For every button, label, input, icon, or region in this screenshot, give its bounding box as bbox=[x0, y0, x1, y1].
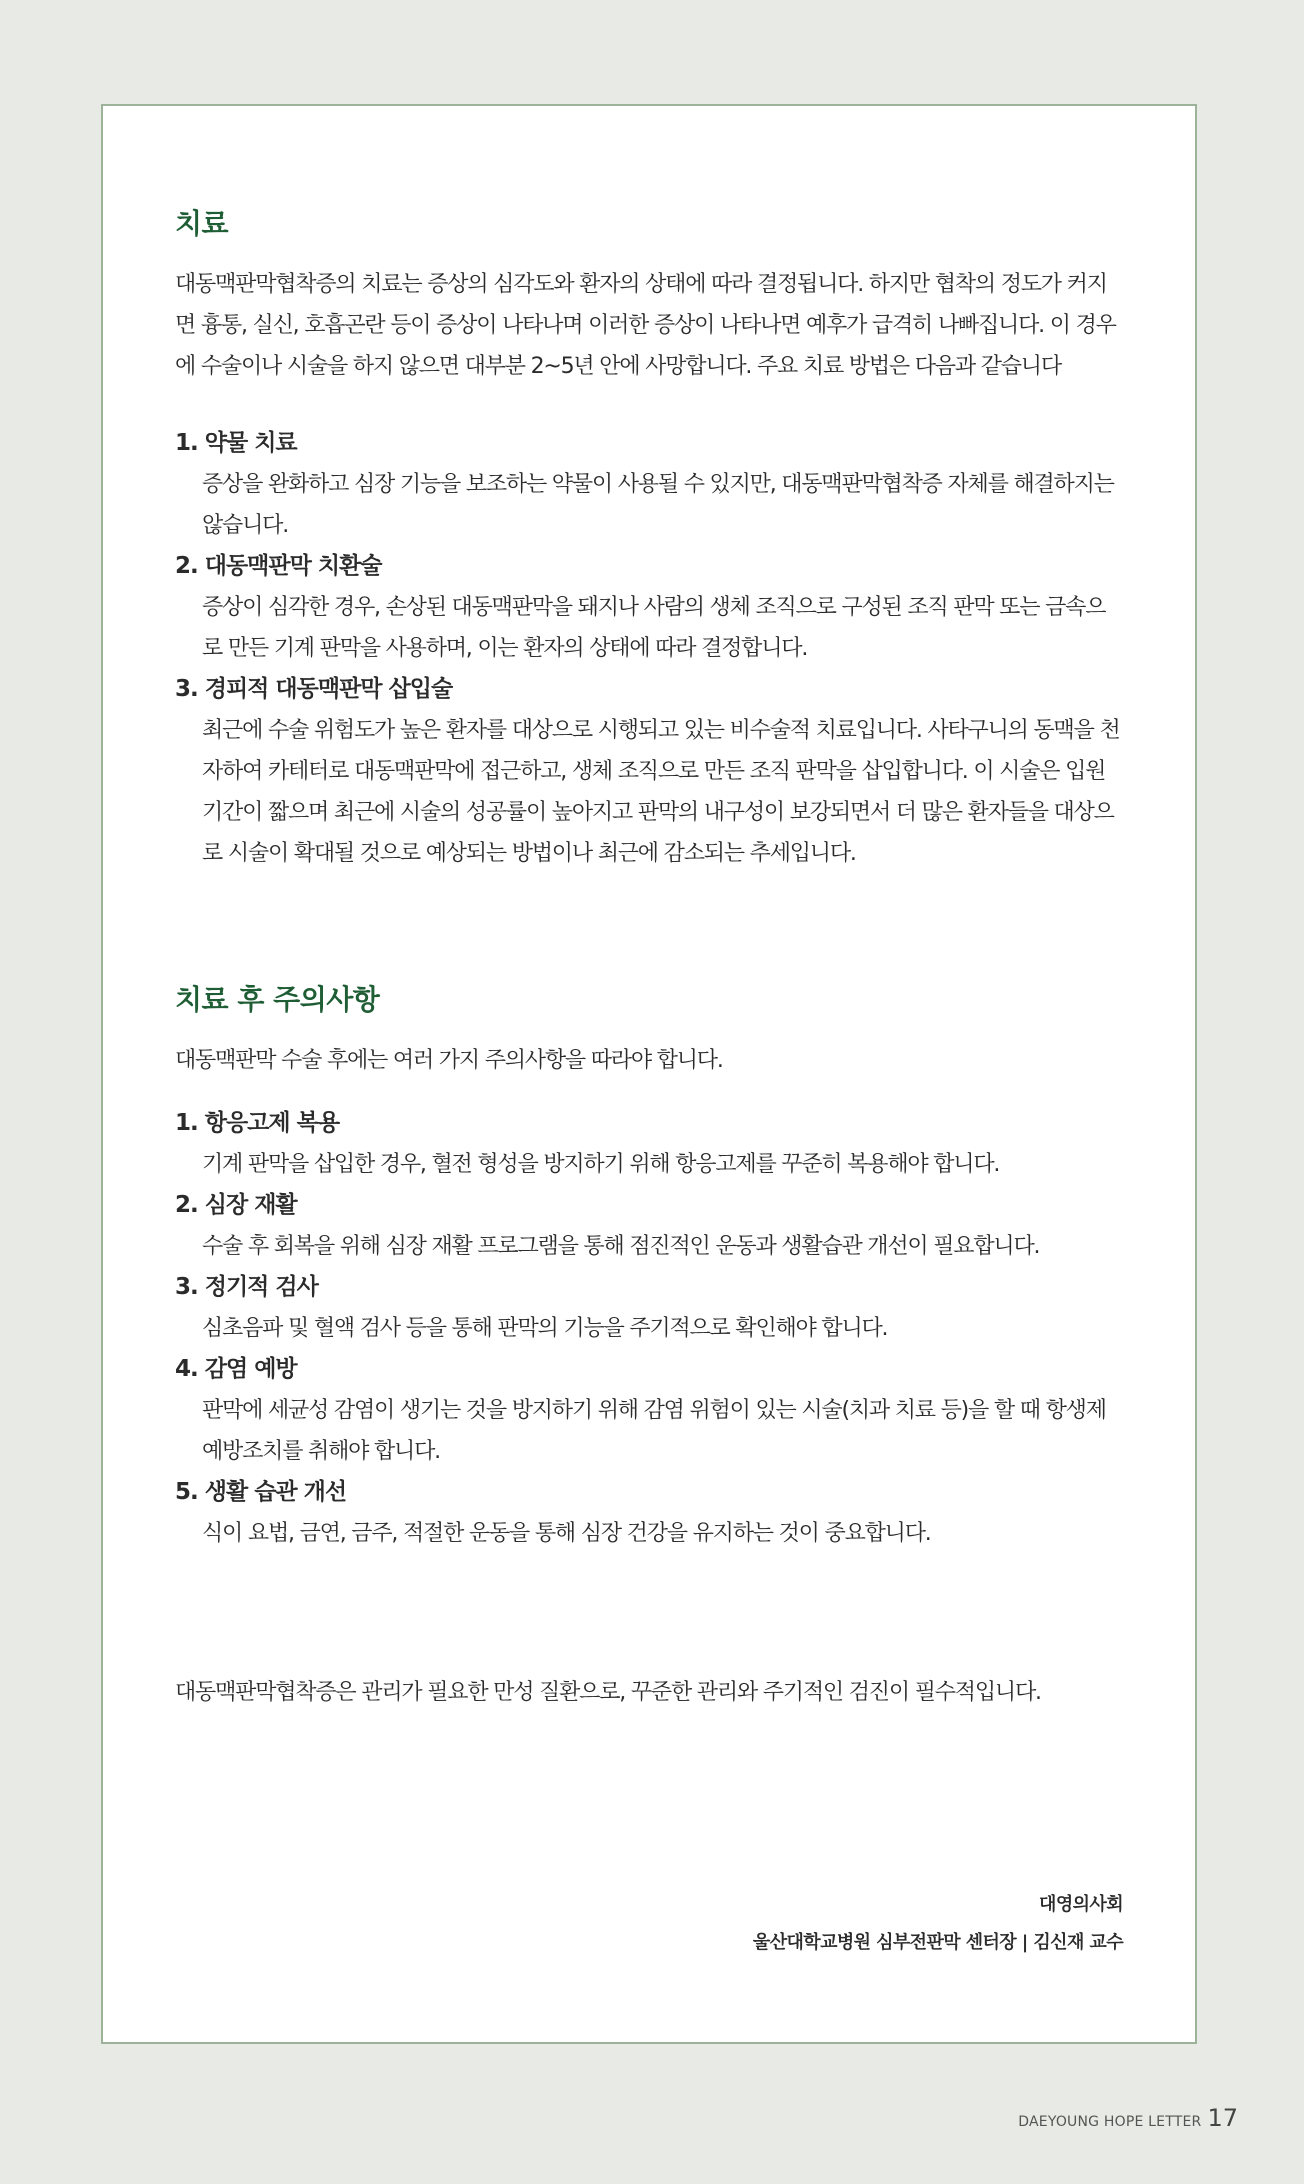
list-item bbox=[175, 423, 1123, 546]
list-item bbox=[175, 1472, 1123, 1554]
list-item bbox=[175, 669, 1123, 874]
page-number: 17 bbox=[1207, 2104, 1238, 2132]
list-item bbox=[175, 1103, 1123, 1185]
list-item-title: 4. 감염 예방 bbox=[175, 1356, 297, 1382]
list-item-title: 2. 심장 재활 bbox=[175, 1192, 297, 1218]
list-item-body: 판막에 세균성 감염이 생기는 것을 방지하기 위해 감염 위험이 있는 시술(치과 치료 등)을 할 때 항생제 예방조치를 취해야 합니다. bbox=[202, 1398, 1106, 1464]
article-card bbox=[101, 104, 1197, 2044]
list-item-body: 기계 판막을 삽입한 경우, 혈전 형성을 방지하기 위해 항응고제를 꾸준히 복용해야 합니다. bbox=[202, 1152, 1000, 1177]
list-item-title: 1. 약물 치료 bbox=[175, 430, 297, 456]
list-item-title: 5. 생활 습관 개선 bbox=[175, 1479, 347, 1505]
page-footer bbox=[1018, 2104, 1238, 2132]
list-item bbox=[175, 546, 1123, 669]
footer-brand: DAEYOUNG HOPE LETTER bbox=[1018, 2114, 1202, 2130]
list-item-title: 3. 경피적 대동맥판막 삽입술 bbox=[175, 676, 453, 702]
treatment-intro: 대동맥판막협착증의 치료는 증상의 심각도와 환자의 상태에 따라 결정됩니다. 하지만 협착의 정도가 커지면 흉통, 실신, 호흡곤란 등이 증상이 나타나며 이러한 증상이 나타나면 예후가 급격히 나빠집니다. 이 경우에 수술이나 시술을 하지 않으면 대부분 2~5년 안에 사망합니다. 주요 치료 방법은 다음과 같습니다 bbox=[175, 272, 1116, 379]
list-item bbox=[175, 1185, 1123, 1267]
list-item-body: 증상이 심각한 경우, 손상된 대동맥판막을 돼지나 사람의 생체 조직으로 구성된 조직 판막 또는 금속으로 만든 기계 판막을 사용하며, 이는 환자의 상태에 따라 결정합니다. bbox=[202, 595, 1106, 661]
list-item-title: 3. 정기적 검사 bbox=[175, 1274, 318, 1300]
list-item bbox=[175, 1267, 1123, 1349]
section-title-aftercare: 치료 후 주의사항 bbox=[175, 983, 380, 1016]
aftercare-list bbox=[175, 1103, 1123, 1554]
author-signature bbox=[753, 1886, 1123, 1962]
list-item-title: 1. 항응고제 복용 bbox=[175, 1110, 340, 1136]
list-item-body: 증상을 완화하고 심장 기능을 보조하는 약물이 사용될 수 있지만, 대동맥판막협착증 자체를 해결하지는 않습니다. bbox=[202, 472, 1114, 538]
closing-statement: 대동맥판막협착증은 관리가 필요한 만성 질환으로, 꾸준한 관리와 주기적인 검진이 필수적입니다. bbox=[175, 1680, 1041, 1705]
list-item-body: 심초음파 및 혈액 검사 등을 통해 판막의 기능을 주기적으로 확인해야 합니다. bbox=[202, 1316, 888, 1341]
list-item-body: 최근에 수술 위험도가 높은 환자를 대상으로 시행되고 있는 비수술적 치료입니다. 사타구니의 동맥을 천자하여 카테터로 대동맥판막에 접근하고, 생체 조직으로 만든 조직 판막을 삽입합니다. 이 시술은 입원기간이 짧으며 최근에 시술의 성공률이 높아지고 판막의 내구성이 보강되면서 더 많은 환자들을 대상으로 시술이 확대될 것으로 예상되는 방법이나 최근에 감소되는 추세입니다. bbox=[202, 718, 1120, 866]
aftercare-intro: 대동맥판막 수술 후에는 여러 가지 주의사항을 따라야 합니다. bbox=[175, 1048, 723, 1073]
author-organization: 대영의사회 bbox=[1039, 1894, 1123, 1915]
treatment-list bbox=[175, 423, 1123, 874]
section-title-treatment: 치료 bbox=[175, 207, 229, 240]
list-item-body: 식이 요법, 금연, 금주, 적절한 운동을 통해 심장 건강을 유지하는 것이 중요합니다. bbox=[202, 1521, 931, 1546]
list-item bbox=[175, 1349, 1123, 1472]
list-item-title: 2. 대동맥판막 치환술 bbox=[175, 553, 382, 579]
author-affiliation: 울산대학교병원 심부전판막 센터장 | 김신재 교수 bbox=[752, 1932, 1123, 1953]
list-item-body: 수술 후 회복을 위해 심장 재활 프로그램을 통해 점진적인 운동과 생활습관 개선이 필요합니다. bbox=[202, 1234, 1040, 1259]
